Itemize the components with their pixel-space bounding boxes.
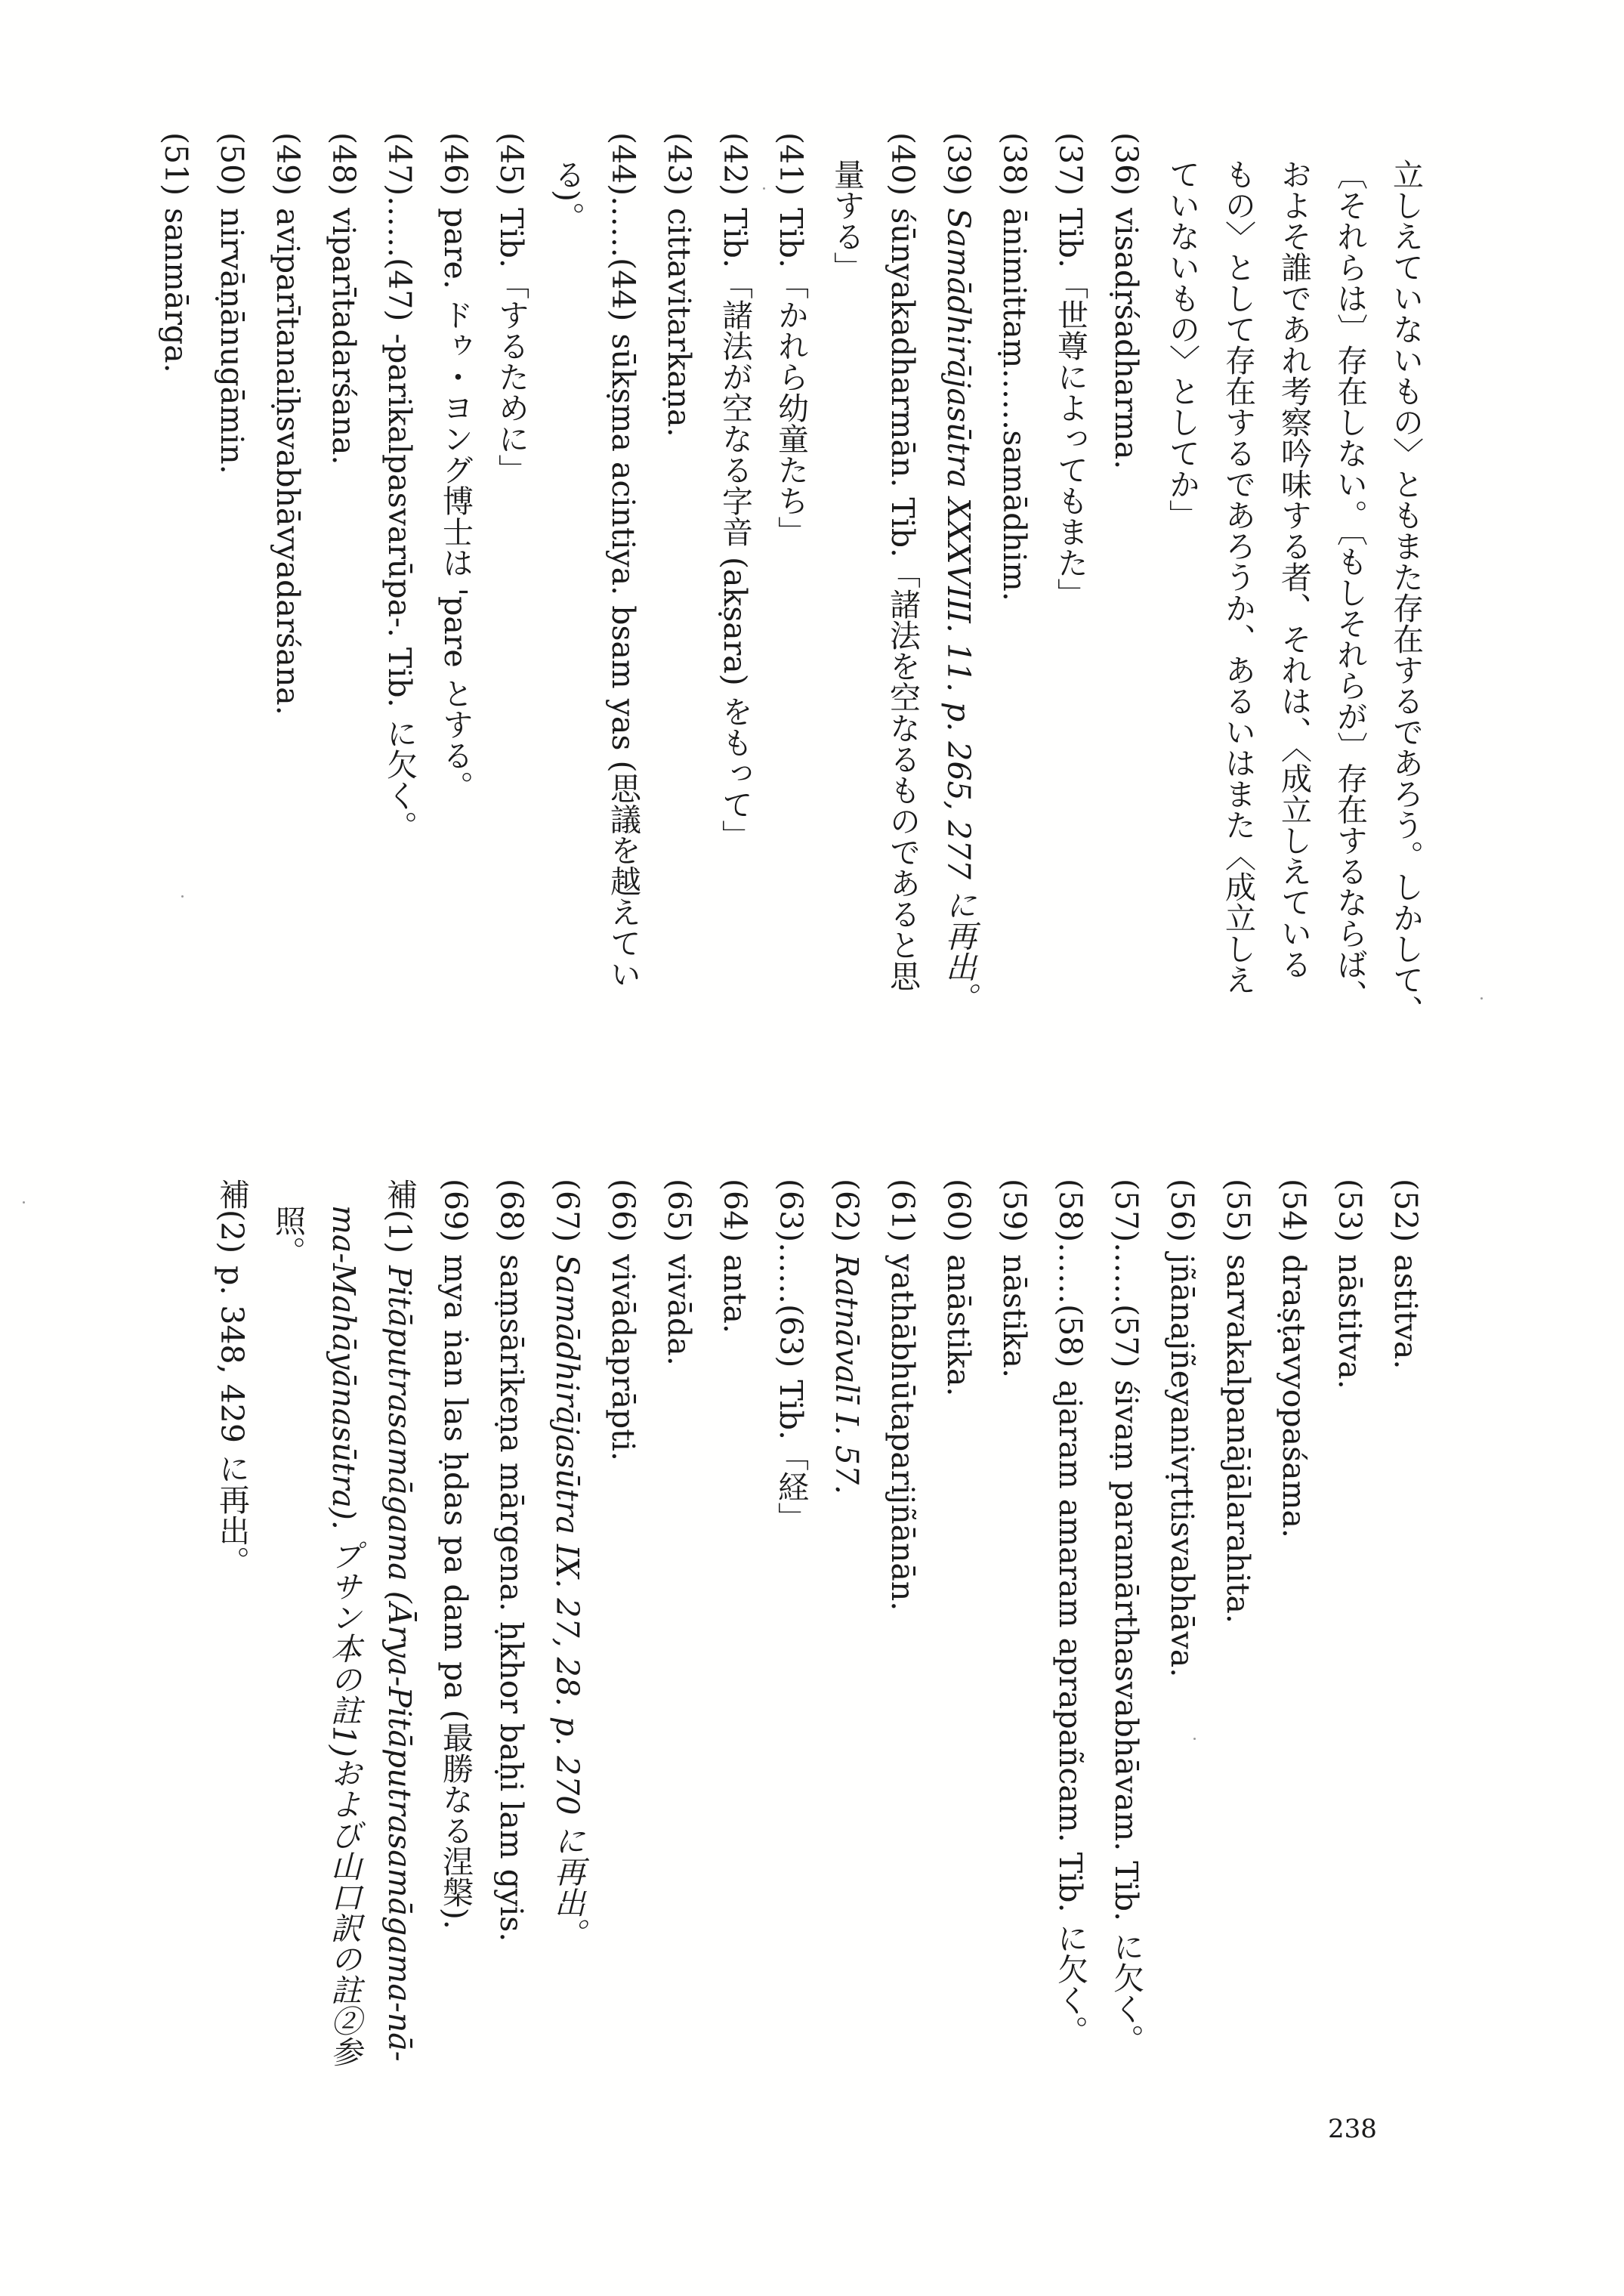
note-column (214, 1179, 250, 1577)
note-column (829, 159, 865, 283)
note-text: ma-Mahāyānasūtra). プサン本の註1)および山口訳の註②参 (326, 1205, 362, 2068)
note-number: (50) (214, 132, 250, 196)
note-number: (60) (940, 1179, 977, 1243)
note-text: mya ṅan las ḥdas pa dam pa (最勝なる涅槃). (437, 1254, 474, 1930)
scan-speck (763, 187, 765, 190)
note-text: viparītadarśana. (326, 208, 362, 465)
note-column (437, 132, 474, 802)
note-text: Tib.「するために」 (493, 208, 529, 485)
note-text: 照。 (270, 1205, 306, 1267)
note-number: (40) (885, 132, 921, 196)
note-number: (46) (437, 132, 474, 196)
note-number: (39) (940, 132, 977, 196)
note-text: Ratnāvalī I. 57. (829, 1254, 865, 1495)
note-column (493, 1179, 529, 1942)
note-number: 補(1) (381, 1179, 418, 1254)
note-column (661, 1179, 697, 1366)
note-text: nāstitva. (1332, 1254, 1368, 1389)
note-number: (41) (773, 132, 809, 196)
note-text: śūnyakadharmān. Tib.「諸法を空なるものであると思 (885, 208, 921, 992)
note-column (493, 132, 529, 485)
note-number: (54) (1276, 1179, 1312, 1243)
note-column (1164, 159, 1200, 530)
note-number: (43) (661, 132, 697, 196)
scan-speck (1480, 997, 1483, 1000)
note-column (1164, 1179, 1200, 1678)
note-number: (48) (326, 132, 362, 196)
note-text: もの〉として存在するであろうか、あるいはまた〈成立しえ (1220, 159, 1256, 995)
note-number: (53) (1332, 1179, 1368, 1243)
note-number: (65) (661, 1179, 697, 1243)
note-column (773, 132, 809, 547)
note-number: (64) (717, 1179, 753, 1243)
note-number: (55) (1220, 1179, 1256, 1243)
note-text: astitva. (1388, 1254, 1424, 1370)
note-number: (63)……(63) (773, 1179, 809, 1368)
note-text: 〔それらは〕存在しない。〔もしそれらが〕存在するならば、 (1332, 159, 1368, 1011)
note-column (885, 132, 921, 992)
note-text: vivādaprāpti. (605, 1254, 641, 1461)
note-column (996, 1179, 1033, 1378)
note-text: śivaṃ paramārthasvabhāvam. Tib. に欠く。 (1108, 1380, 1144, 2056)
note-number: (58)……(58) (1052, 1179, 1088, 1368)
note-number: (68) (493, 1179, 529, 1243)
note-column (940, 1179, 977, 1397)
note-text: draṣṭavyopaśama. (1276, 1254, 1312, 1538)
note-column (437, 1179, 474, 1930)
note-text: Samādhirājasūtra IX. 27, 28. p. 270 に再出。 (549, 1254, 585, 1949)
note-column (1388, 159, 1424, 1026)
note-column (1332, 1179, 1368, 1389)
note-text: Samādhirājasūtra XXXVIII. 11. p. 265, 277 に再出。 (940, 208, 977, 1013)
note-text: p. 348, 429 に再出。 (214, 1265, 250, 1577)
note-text: aviparītanaiḥsvabhāvyadarśana. (270, 208, 306, 715)
note-column (1052, 1179, 1088, 2047)
note-text: anta. (717, 1254, 753, 1333)
note-column (270, 132, 306, 715)
note-number: (61) (885, 1179, 921, 1243)
note-column (158, 132, 194, 373)
note-text: Tib.「経」 (773, 1380, 809, 1534)
note-number: (67) (549, 1179, 585, 1243)
note-column (940, 132, 977, 1013)
note-text: る)。 (549, 159, 585, 233)
note-number: (42) (717, 132, 753, 196)
note-column (605, 1179, 641, 1461)
note-column (605, 132, 641, 990)
note-number: (37) (1052, 132, 1088, 196)
note-column (717, 132, 753, 851)
note-column (214, 132, 250, 474)
note-text: nāstika. (996, 1254, 1033, 1378)
note-number: (45) (493, 132, 529, 196)
note-text: Tib.「かれら幼童たち」 (773, 208, 809, 547)
scan-speck (1193, 1738, 1196, 1740)
note-text: sarvakalpanājālarahita. (1220, 1254, 1256, 1624)
note-number: (36) (1108, 132, 1144, 196)
note-text: ていないもの〉としてか」 (1164, 159, 1200, 530)
note-column (1220, 159, 1256, 995)
scan-speck (23, 1201, 25, 1204)
note-text: sūkṣma acintiya. bsam yas (思議を越えてい (605, 333, 641, 990)
note-text: Tib.「諸法が空なる字音 (akṣara) をもって」 (717, 208, 753, 851)
note-text: cittavitarkaṇa. (661, 208, 697, 437)
note-column (717, 1179, 753, 1333)
scan-speck (181, 895, 184, 898)
note-column (1332, 159, 1368, 1011)
note-column (773, 1179, 809, 1534)
note-text: vivāda. (661, 1254, 697, 1366)
note-column (829, 1179, 865, 1495)
page-number: 238 (1328, 2114, 1377, 2144)
note-column (885, 1179, 921, 1612)
note-number: (49) (270, 132, 306, 196)
note-column (381, 132, 418, 842)
note-text: anāstika. (940, 1254, 977, 1397)
note-text: ajaram amaram aprapañcam. Tib. に欠く。 (1052, 1380, 1088, 2047)
note-text: およそ誰であれ考察吟味する者、それは、〈成立しえている (1276, 159, 1312, 980)
note-text: jñānajñeyanivṛttisvabhāva. (1164, 1254, 1200, 1678)
note-column (326, 1205, 362, 2068)
note-number: (57)……(57) (1108, 1179, 1144, 1368)
note-number: (66) (605, 1179, 641, 1243)
note-column (1276, 1179, 1312, 1538)
note-column (1108, 132, 1144, 470)
note-number: (38) (996, 132, 1033, 196)
note-number: (52) (1388, 1179, 1424, 1243)
note-column (326, 132, 362, 465)
note-column (270, 1205, 306, 1267)
note-text: sanmārga. (158, 208, 194, 373)
note-number: (56) (1164, 1179, 1200, 1243)
note-text: 量する」 (829, 159, 865, 283)
note-text: yathābhūtaparijñānān. (885, 1254, 921, 1612)
note-text: visadṛśadharma. (1108, 208, 1144, 470)
note-number: (47)……(47) (381, 132, 418, 322)
note-number: (59) (996, 1179, 1033, 1243)
note-number: (44)……(44) (605, 132, 641, 322)
note-text: nirvāṇānugāmin. (214, 208, 250, 474)
note-column (381, 1179, 418, 2062)
note-text: ānimittaṃ……samādhim. (996, 208, 1033, 601)
note-column (1052, 132, 1088, 609)
note-column (549, 159, 585, 233)
note-text: saṃsārikeṇa mārgena. ḥkhor baḥi lam gyis. (493, 1254, 529, 1942)
note-number: (62) (829, 1179, 865, 1243)
note-text: Pitāputrasamāgama (Ārya-Pitāputrasamāgama-nā- (381, 1265, 418, 2062)
note-column (996, 132, 1033, 601)
note-column (661, 132, 697, 437)
note-text: -parikalpasvarūpa-. Tib. に欠く。 (381, 333, 418, 842)
note-number: 補(2) (214, 1179, 250, 1254)
note-column (1108, 1179, 1144, 2056)
note-text: 立しえていないもの〉ともまた存在するであろう。しかして、 (1388, 159, 1424, 1026)
note-text: pare. ドゥ・ヨング博士は 'pare とする。 (437, 208, 474, 802)
note-column (1220, 1179, 1256, 1624)
note-number: (51) (158, 132, 194, 196)
note-column (1388, 1179, 1424, 1370)
note-number: (69) (437, 1179, 474, 1243)
note-text: Tib.「世尊によってもまた」 (1052, 208, 1088, 609)
note-column (1276, 159, 1312, 980)
note-column (549, 1179, 585, 1949)
